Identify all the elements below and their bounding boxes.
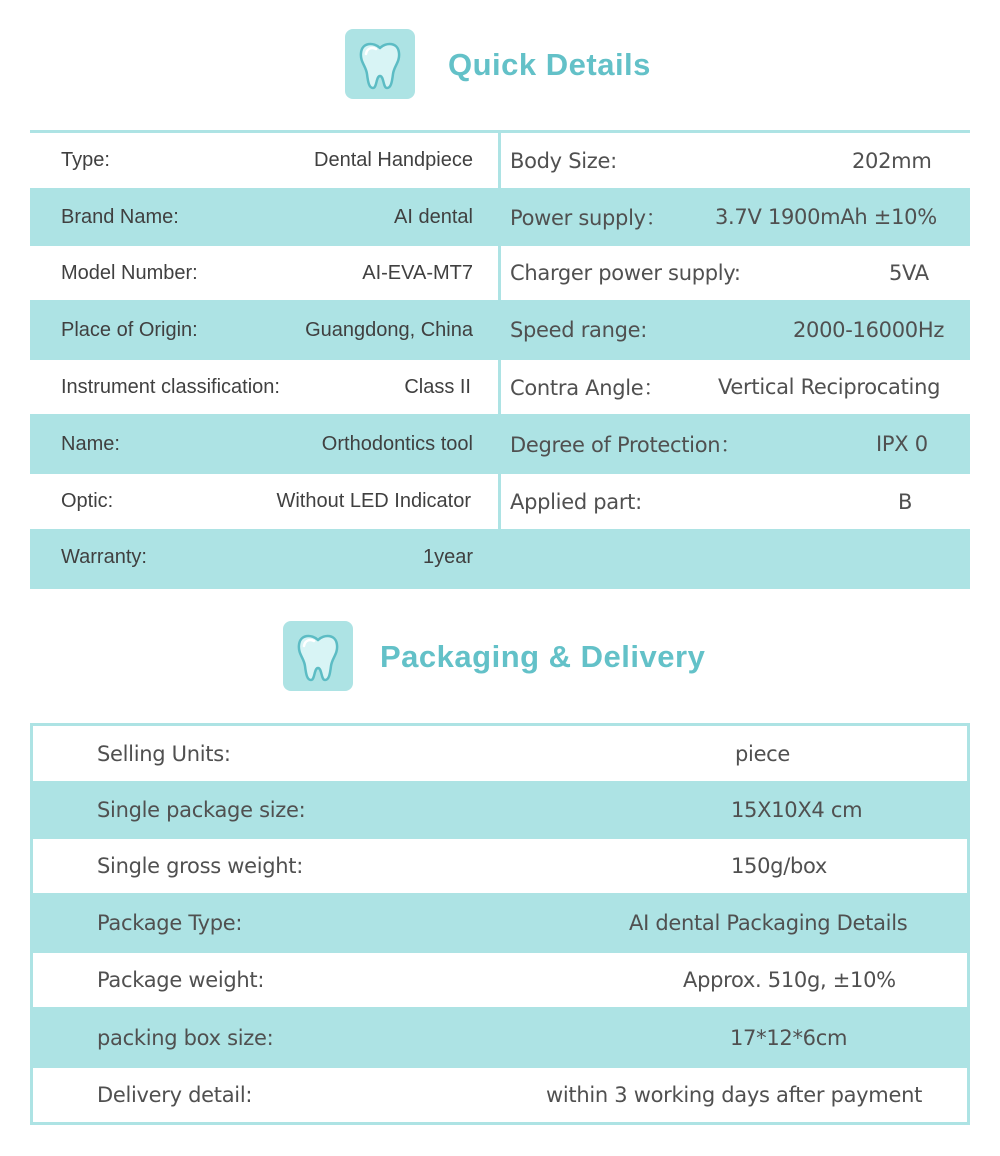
spec-label: Name: (61, 432, 120, 455)
quick-details-header (0, 29, 1000, 101)
table-row (33, 953, 967, 1007)
table-row (33, 1068, 967, 1122)
spec-label: Package Type: (97, 911, 243, 935)
spec-label: Warranty: (61, 546, 147, 568)
quick-details-title: Quick Details (448, 47, 651, 82)
table-row (33, 839, 967, 893)
tooth-icon (345, 29, 415, 99)
spec-value: AI-EVA-MT7 (362, 261, 473, 284)
spec-value: 5VA (889, 261, 929, 285)
spec-value: AI dental (394, 205, 473, 228)
spec-value: AI dental Packaging Details (629, 911, 908, 935)
spec-label: packing box size: (97, 1025, 274, 1050)
spec-label: Instrument classification: (61, 375, 280, 398)
spec-label: Delivery detail: (97, 1083, 253, 1107)
quick-details-table (30, 130, 970, 589)
spec-value: Class II (404, 375, 471, 398)
spec-value: 3.7V 1900mAh ±10% (715, 205, 937, 229)
table-row (33, 781, 967, 839)
spec-value: 15X10X4 cm (731, 798, 863, 822)
spec-label: Package weight: (97, 968, 265, 992)
spec-label: Single gross weight: (97, 854, 304, 878)
spec-label: Optic: (61, 490, 114, 512)
spec-label: Contra Angle： (510, 376, 665, 400)
spec-value: Dental Handpiece (314, 149, 473, 171)
spec-label: Place of Origin: (61, 318, 198, 341)
spec-value: IPX 0 (876, 432, 928, 456)
spec-value: within 3 working days after payment (546, 1083, 923, 1107)
spec-value: 17*12*6cm (730, 1025, 848, 1050)
spec-label: Type: (61, 149, 110, 171)
spec-value: B (898, 489, 913, 514)
spec-value: 202mm (852, 148, 932, 173)
table-row (33, 1007, 967, 1068)
spec-label: Degree of Protection： (510, 433, 741, 457)
spec-label: Power supply： (510, 206, 667, 230)
spec-value: Approx. 510g, ±10% (683, 968, 896, 992)
spec-value: Without LED Indicator (276, 490, 471, 512)
spec-label: Speed range: (510, 318, 648, 342)
spec-label: Single package size: (97, 798, 306, 822)
spec-label: Model Number: (61, 261, 198, 284)
spec-label: Brand Name: (61, 205, 179, 228)
spec-value: Guangdong, China (305, 318, 473, 341)
packaging-header (0, 621, 1000, 693)
spec-value: Orthodontics tool (321, 432, 473, 455)
spec-value: piece (735, 741, 791, 766)
column-divider (498, 130, 501, 589)
spec-value: 150g/box (731, 854, 828, 878)
spec-label: Body Size: (510, 148, 617, 173)
spec-label: Selling Units: (97, 741, 231, 766)
spec-label: Applied part: (510, 489, 642, 514)
spec-value: Vertical Reciprocating (718, 375, 941, 399)
table-row (33, 726, 967, 781)
table-row (33, 893, 967, 953)
packaging-table (30, 723, 970, 1125)
packaging-title: Packaging & Delivery (380, 639, 706, 674)
spec-value: 1year (422, 546, 473, 568)
spec-value: 2000-16000Hz (793, 318, 945, 342)
tooth-icon (283, 621, 353, 691)
spec-label: Charger power supply: (510, 261, 741, 285)
